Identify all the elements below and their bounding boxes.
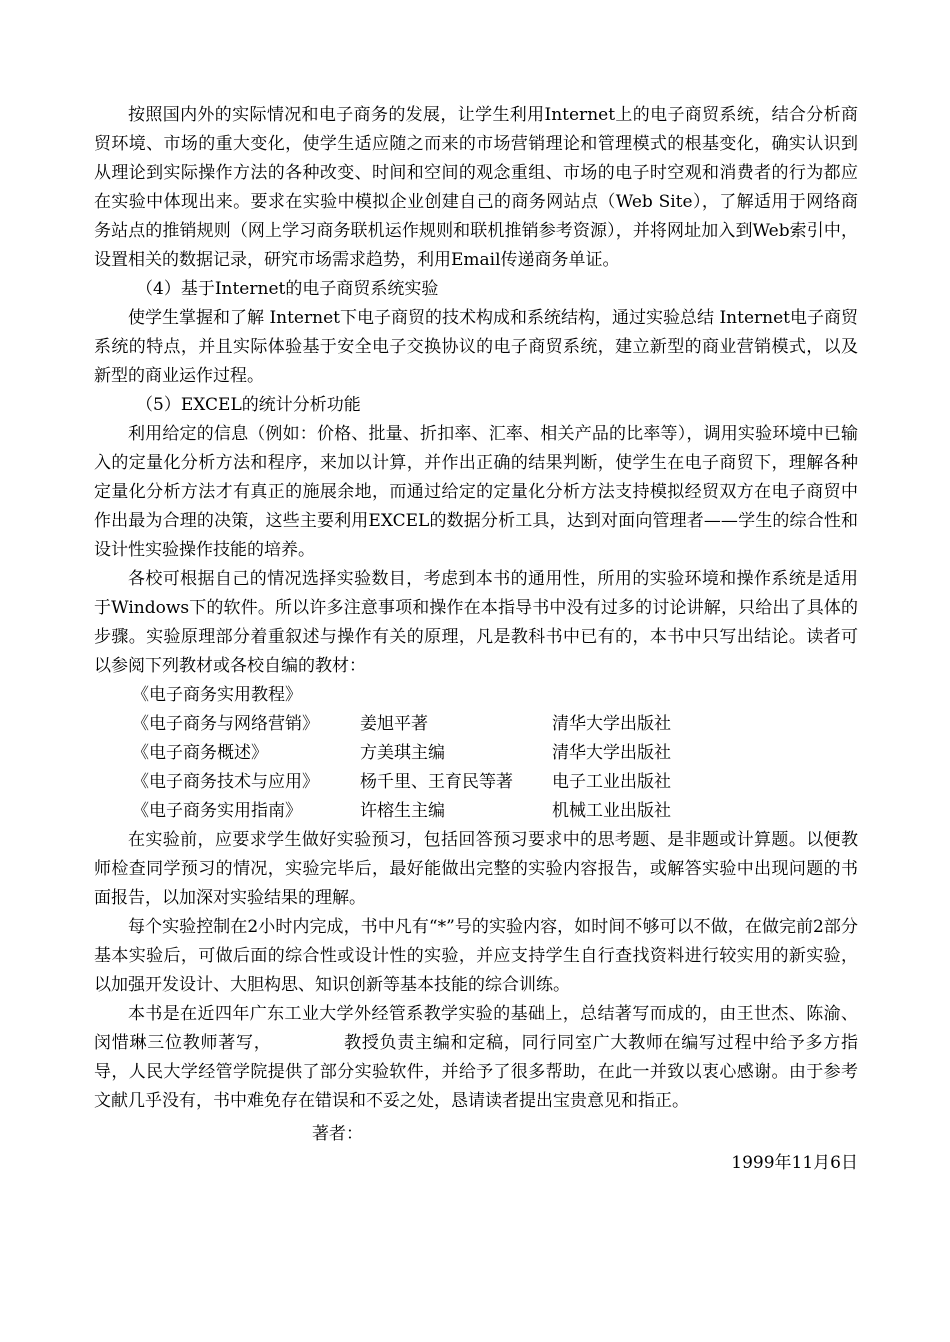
- section-heading-4: （4）基于Internet的电子商贸系统实验: [136, 279, 439, 299]
- book-author: 方美琪主编: [360, 743, 445, 763]
- book-author: 许榕生主编: [360, 801, 445, 821]
- book-title: 《电子商务实用指南》: [132, 801, 302, 821]
- book-title: 《电子商务概述》: [132, 743, 268, 763]
- acknowledgement-part-1: 本书是在近四年广东工业大学外经管系教学实验的基础上，总结著写而成的，由王世杰、陈渝、闵惜琳三位教师著写，: [94, 1004, 858, 1053]
- reference-book-list: [94, 681, 858, 826]
- book-publisher: 电子工业出版社: [552, 772, 671, 792]
- acknowledgement-part-2: 教授负责主编和定稿，同行同室广大教师在编写过程中给予多方指导，人民大学经管学院提供了部分实验软件，并给予了很多帮助，在此一并致以衷心感谢。由于参考文献几乎没有，书中难免存在错误和不妥之处，恳请读者提出宝贵意见和指正。: [94, 1033, 859, 1111]
- paragraph-excel: 利用给定的信息（例如：价格、批量、折扣率、汇率、相关产品的比率等），调用实验环境中已输入的定量化分析方法和程序，来加以计算，并作出正确的结果判断，使学生在电子商贸下，理解各种定量化分析方法才有真正的施展余地，而通过给定的定量化分析方法支持模拟经贸双方在电子商贸中作出最为合理的决策，这些主要利用EXCEL的数据分析工具，达到对面向管理者——学生的综合性和设计性实验操作技能的培养。: [94, 424, 858, 560]
- paragraph-time-control: 每个实验控制在2小时内完成，书中凡有“*”号的实验内容，如时间不够可以不做，在做完前2部分基本实验后，可做后面的综合性或设计性的实验，并应支持学生自行查找资料进行较实用的新实验，以加强开发设计、大胆构思、知识创新等基本技能的综合训练。: [94, 917, 858, 995]
- paragraph-internet-system: 使学生掌握和了解 Internet下电子商贸的技术构成和系统结构，通过实验总结 Internet电子商贸系统的特点，并且实际体验基于安全电子交换协议的电子商贸系统，建立新型的商业营销模式，以及新型的商业运作过程。: [94, 308, 858, 386]
- paragraph-acknowledgement: [94, 1000, 858, 1116]
- book-publisher: 机械工业出版社: [552, 801, 671, 821]
- book-title: 《电子商务与网络营销》: [132, 714, 319, 734]
- document-date: 1999年11月6日: [731, 1153, 858, 1173]
- paragraph-selection: 各校可根据自己的情况选择实验数目，考虑到本书的通用性，所用的实验环境和操作系统是适用于Windows下的软件。所以许多注意事项和操作在本指导书中没有过多的讨论讲解，只给出了具体的步骤。实验原理部分着重叙述与操作有关的原理，凡是教科书中已有的，本书中只写出结论。读者可以参阅下列教材或各校自编的教材：: [94, 569, 858, 676]
- book-author: 姜旭平著: [360, 714, 428, 734]
- section-heading-5: （5）EXCEL的统计分析功能: [136, 395, 361, 415]
- author-signature: 著者：: [312, 1124, 363, 1144]
- book-author: 杨千里、王育民等著: [360, 772, 513, 792]
- document-body: [94, 101, 858, 1178]
- book-publisher: 清华大学出版社: [552, 714, 671, 734]
- book-row: [94, 739, 858, 768]
- paragraph-intro: 按照国内外的实际情况和电子商务的发展，让学生利用Internet上的电子商贸系统，结合分析商贸环境、市场的重大变化，使学生适应随之而来的市场营销理论和管理模式的根基变化，确实认识到从理论到实际操作方法的各种改变、时间和空间的观念重组、市场的电子时空观和消费者的行为都应在实验中体现出来。要求在实验中模拟企业创建自己的商务网站点（Web Site），了解适用于网络商务站点的推销规则（网上学习商务联机运作规则和联机推销参考资源），并将网址加入到Web索引中，设置相关的数据记录，研究市场需求趋势，利用Email传递商务单证。: [94, 105, 858, 270]
- paragraph-preview: 在实验前，应要求学生做好实验预习，包括回答预习要求中的思考题、是非题或计算题。以便教师检查同学预习的情况，实验完毕后，最好能做出完整的实验内容报告，或解答实验中出现问题的书面报告，以加深对实验结果的理解。: [94, 830, 858, 908]
- book-title: 《电子商务技术与应用》: [132, 772, 319, 792]
- book-title: 《电子商务实用教程》: [132, 685, 302, 705]
- book-row: [94, 797, 858, 826]
- book-row: [94, 710, 858, 739]
- book-row: [94, 681, 858, 710]
- book-publisher: 清华大学出版社: [552, 743, 671, 763]
- book-row: [94, 768, 858, 797]
